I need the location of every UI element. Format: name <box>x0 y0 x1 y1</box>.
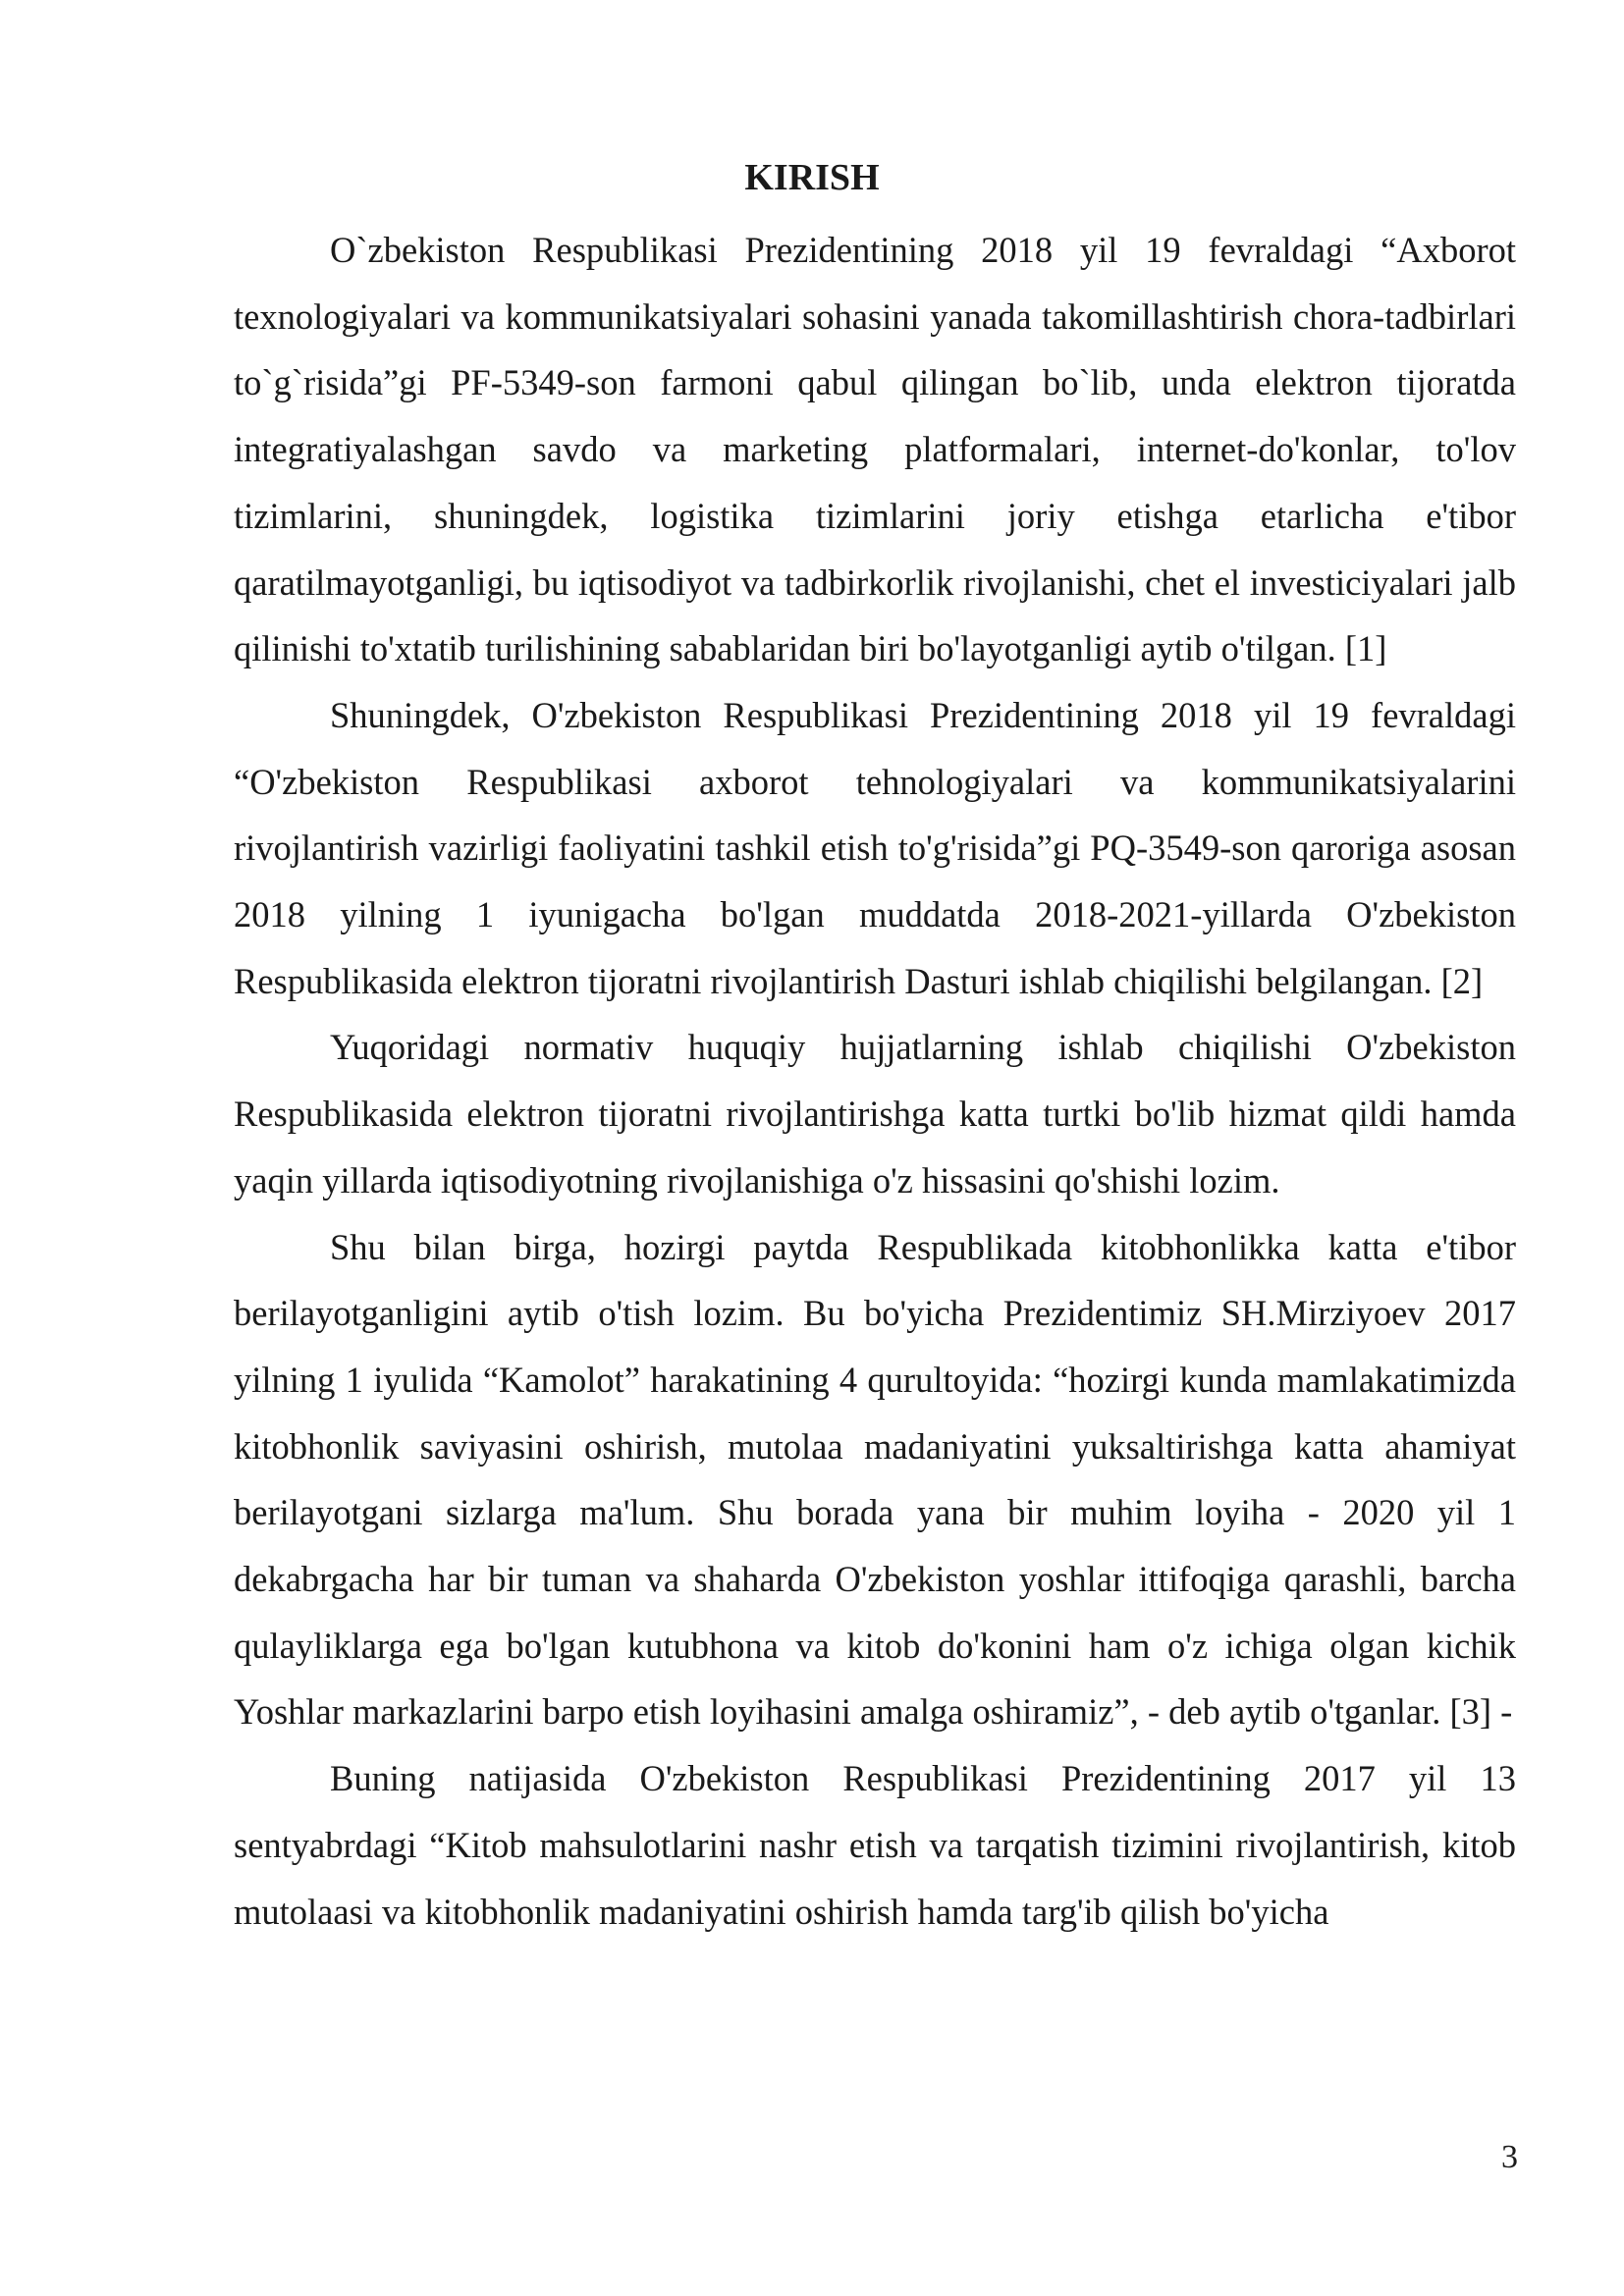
paragraph-1: O`zbekiston Respublikasi Prezidentining 2018 yil 19 fevraldagi “Axborot texnologiyalari va kommunikatsiyalari sohasini yanada takomillashtirish chora-tadbirlari to`g`risida”gi PF-5349-son farmoni qabul qilingan bo`lib, unda elektron tijoratda integratiyalashgan savdo va marketing platformalari, internet-do'konlar, to'lov tizimlarini, shuningdek, logistika tizimlarini joriy etishga etarlicha e'tibor qaratilmayotganligi, bu iqtisodiyot va tadbirkorlik rivojlanishi, chet el investiciyalari jalb qilinishi to'xtatib turilishining sabablaridan biri bo'layotganligi aytib o'tilgan. [1] <box>234 230 1516 669</box>
paragraph-2: Shuningdek, O'zbekiston Respublikasi Prezidentining 2018 yil 19 fevraldagi “O'zbekiston Respublikasi axborot tehnologiyalari va kommunikatsiyalarini rivojlantirish vazirligi faoliyatini tashkil etish to'g'risida”gi PQ-3549-son qaroriga asosan 2018 yilning 1 iyunigacha bo'lgan muddatda 2018-2021-yillarda O'zbekiston Respublikasida elektron tijoratni rivojlantirish Dasturi ishlab chiqilishi belgilangan. [2] <box>234 694 1516 1001</box>
paragraph-3: Yuqoridagi normativ huquqiy hujjatlarning ishlab chiqilishi O'zbekiston Respublikasida elektron tijoratni rivojlantirishga katta turtki bo'lib hizmat qildi hamda yaqin yillarda iqtisodiyotning rivojlanishiga o'z hissasini qo'shishi lozim. <box>234 1027 1516 1201</box>
body-text <box>234 217 1516 1945</box>
page-title: KIRISH <box>744 157 880 198</box>
page-number: 3 <box>1501 2139 1518 2175</box>
paragraph-4: Shu bilan birga, hozirgi paytda Respublikada kitobhonlikka katta e'tibor berilayotganligini aytib o'tish lozim. Bu bo'yicha Prezidentimiz SH.Mirziyoev 2017 yilning 1 iyulida “Kamolot” harakatining 4 qurultoyida: “hozirgi kunda mamlakatimizda kitobhonlik saviyasini oshirish, mutolaa madaniyatini yuksaltirishga katta ahamiyat berilayotgani sizlarga ma'lum. Shu borada yana bir muhim loyiha - 2020 yil 1 dekabrgacha har bir tuman va shaharda O'zbekiston yoshlar ittifoqiga qarashli, barcha qulayliklarga ega bo'lgan kutubhona va kitob do'konini ham o'z ichiga olgan kichik Yoshlar markazlarini barpo etish loyihasini amalga oshiramiz”, - deb aytib o'tganlar. [3] - <box>234 1226 1516 1733</box>
paragraph-5: Buning natijasida O'zbekiston Respublikasi Prezidentining 2017 yil 13 sentyabrdagi “Kitob mahsulotlarini nashr etish va tarqatish tizimini rivojlantirish, kitob mutolaasi va kitobhonlik madaniyatini oshirish hamda targ'ib qilish bo'yicha <box>234 1758 1516 1932</box>
